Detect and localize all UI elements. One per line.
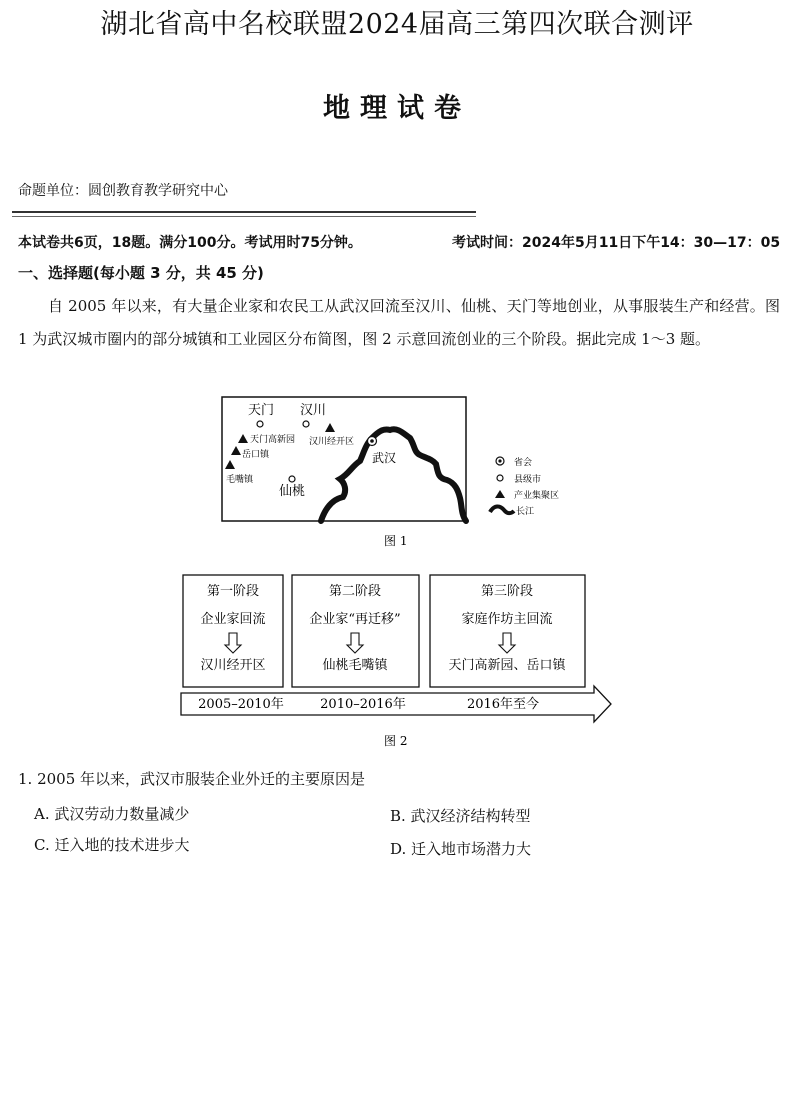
- stage1-action: 企业家回流: [200, 612, 266, 627]
- legend-river: 长江: [516, 507, 535, 517]
- author-unit: 命题单位：圆创教育教学研究中心: [18, 183, 228, 199]
- stage1-arrow-icon: [225, 633, 241, 653]
- stage3-title: 第三阶段: [480, 584, 534, 599]
- question1-option-b[interactable]: B. 武汉经济结构转型: [390, 807, 531, 825]
- stage2-action: 企业家“再迁移”: [309, 612, 401, 627]
- section-heading: 一、选择题(每小题 3 分，共 45 分): [18, 264, 264, 282]
- legend-capital: 省会: [514, 458, 533, 468]
- figure1-caption: 图 1: [384, 534, 408, 548]
- question1-option-c[interactable]: C. 迁入地的技术进步大: [34, 836, 190, 854]
- question1-option-a[interactable]: A. 武汉劳动力数量减少: [34, 805, 190, 823]
- label-hanchuan: 汉川: [300, 403, 327, 418]
- exam-time: 考试时间：2024年5月11日下午14：30—17：05: [452, 235, 781, 251]
- stage1-period: 2005–2010年: [198, 697, 284, 712]
- label-yuekou: 岳口镇: [242, 450, 270, 460]
- passage: 自 2005 年以来，有大量企业家和农民工从武汉回流至汉川、仙桃、天门等地创业，从事服装生产和经营。图 1 为武汉城市圈内的部分城镇和工业园区分布简图，图 2 示意回流创业的三个阶段。据此完成 1～3 题。: [18, 297, 780, 348]
- exam-subject: 地理试卷: [323, 93, 471, 124]
- stage3-arrow-icon: [499, 633, 515, 653]
- stage2-period: 2010–2016年: [320, 697, 406, 712]
- figure2-caption: 图 2: [384, 734, 408, 748]
- label-xiantao: 仙桃: [279, 484, 306, 499]
- exam-info: 本试卷共6页，18题。满分100分。考试用时75分钟。: [18, 235, 362, 251]
- stage3-action: 家庭作坊主回流: [461, 612, 553, 627]
- stage3-destination: 天门高新园、岳口镇: [448, 658, 566, 673]
- stage1-destination: 汉川经开区: [200, 658, 266, 673]
- legend-county: 县级市: [514, 475, 542, 485]
- label-maozui: 毛嘴镇: [226, 475, 254, 485]
- exam-title: 湖北省高中名校联盟2024届高三第四次联合测评: [100, 9, 694, 40]
- stage2-arrow-icon: [347, 633, 363, 653]
- stage3-period: 2016年至今: [466, 697, 540, 712]
- question1-option-d[interactable]: D. 迁入地市场潜力大: [390, 840, 532, 858]
- stage1-title: 第一阶段: [206, 584, 260, 599]
- label-wuhan: 武汉: [372, 451, 397, 465]
- stage2-destination: 仙桃毛嘴镇: [322, 658, 388, 673]
- legend-cluster: 产业集聚区: [514, 491, 560, 501]
- label-tianmen: 天门: [248, 403, 275, 418]
- label-hanchuan-zone: 汉川经开区: [309, 437, 355, 447]
- question1-stem: 1. 2005 年以来，武汉市服装企业外迁的主要原因是: [18, 770, 366, 788]
- label-tianmen-park: 天门高新园: [250, 435, 296, 445]
- stage2-title: 第二阶段: [328, 584, 382, 599]
